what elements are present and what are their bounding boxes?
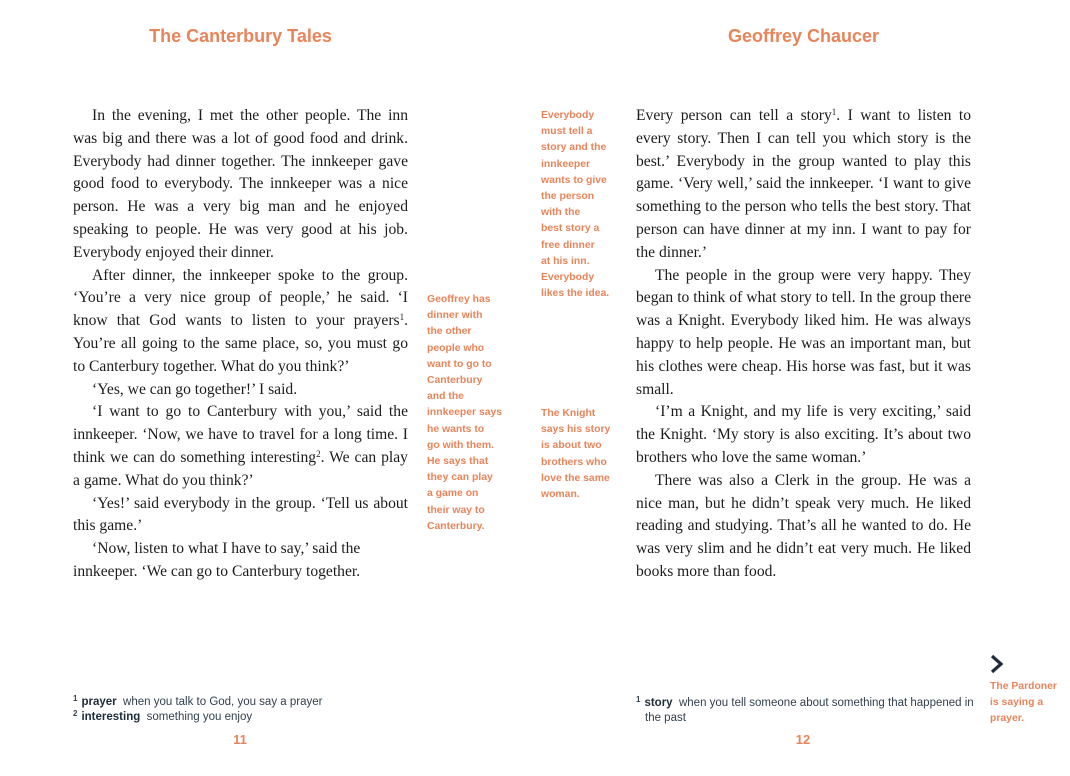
paragraph: ‘Yes!’ said everybody in the group. ‘Tell us about this game.’ [73, 494, 408, 535]
left-page-header: The Canterbury Tales [149, 26, 332, 46]
footnote: $^1$ prayer when you talk to God, you say a prayer [73, 694, 323, 708]
right-footnotes [636, 696, 976, 726]
paragraph: In the evening, I met the other people. The inn was big and there was a lot of good food and drink. Everybody had dinner together. The innkeeper gave good food to everybody. The innkeeper was a nice person. He was a very big man and he enjoyed speaking to people. He was very good at his job. Everybody enjoyed their dinner. [73, 107, 408, 261]
footnote: $^2$ interesting something you enjoy [73, 709, 253, 723]
side-note-knight: The Knight says his story is about two brothers who love the same woman. [541, 408, 611, 501]
side-note-pardoner: The Pardoner is saying a prayer. [990, 681, 1057, 725]
paragraph: There was also a Clerk in the group. He was a nice man, but he didn’t speak very much. He liked reading and studying. That’s all he wanted to do. He was very slim and he didn’t eat very much. He liked books more than food. [636, 471, 971, 580]
right-page-number: 12 [795, 732, 811, 747]
right-page-header: Geoffrey Chaucer [727, 26, 880, 46]
footnote-ref: 1 [399, 312, 405, 323]
footnote: $^1$ story when you tell someone about something that happened in the past [636, 695, 974, 724]
paragraph: ‘I want to go to Canterbury with you,’ said the innkeeper. ‘Now, we have to travel for a long time. I think we can do something interesting$^2$. We can play a game. What do you think?’ [73, 403, 408, 489]
paragraph: Every person can tell a story$^1$. I want to listen to every story. Then I can tell you which story is the best.’ Everybody in the group wanted to play this game. ‘Very well,’ said the innkeeper. ‘I want to give something to the person who tells the best story. That person can have dinner at my inn. I want to pay for the dinner.’ [636, 107, 971, 261]
footnote-ref: 2 [316, 448, 321, 459]
paragraph: ‘Now, listen to what I have to say,’ said the innkeeper. ‘We can go to Canterbury together. [73, 540, 361, 580]
paragraph: After dinner, the innkeeper spoke to the group. ‘You’re a very nice group of people,’ he said. ‘I know that God wants to listen to your prayers$^1$. You’re all going to the same place, so, you must go to Canterbury together. What do you think?’ [73, 266, 408, 375]
chevron-right-icon[interactable] [989, 655, 1005, 673]
paragraph: The people in the group were very happy. They began to think of what story to tell. In the group there was a Knight. Everybody liked him. He was always happy to help people. He was an important man, but his clothes were cheap. His horse was fast, but it was small. [636, 266, 971, 398]
paragraph: ‘Yes, we can go together!’ I said. [92, 380, 298, 398]
left-page-body [73, 105, 408, 584]
left-footnotes [73, 695, 413, 725]
left-page-number: 11 [233, 732, 247, 747]
right-page-body [636, 105, 971, 584]
side-note-everybody: Everybody must tell a story and the innkeeper wants to give the person with the best story a free dinner at his inn. Everybody likes the idea. [541, 110, 610, 300]
paragraph: ‘I’m a Knight, and my life is very exciting,’ said the Knight. ‘My story is also exciting. It’s about two brothers who love the same woman.’ [636, 403, 971, 466]
side-note-geoffrey: Geoffrey has dinner with the other people who want to go to Canterbury and the innkeeper says he wants to go with them. He says that they can play a game on their way to Canterbury. [427, 294, 503, 532]
footnote-ref: 1 [831, 107, 837, 117]
